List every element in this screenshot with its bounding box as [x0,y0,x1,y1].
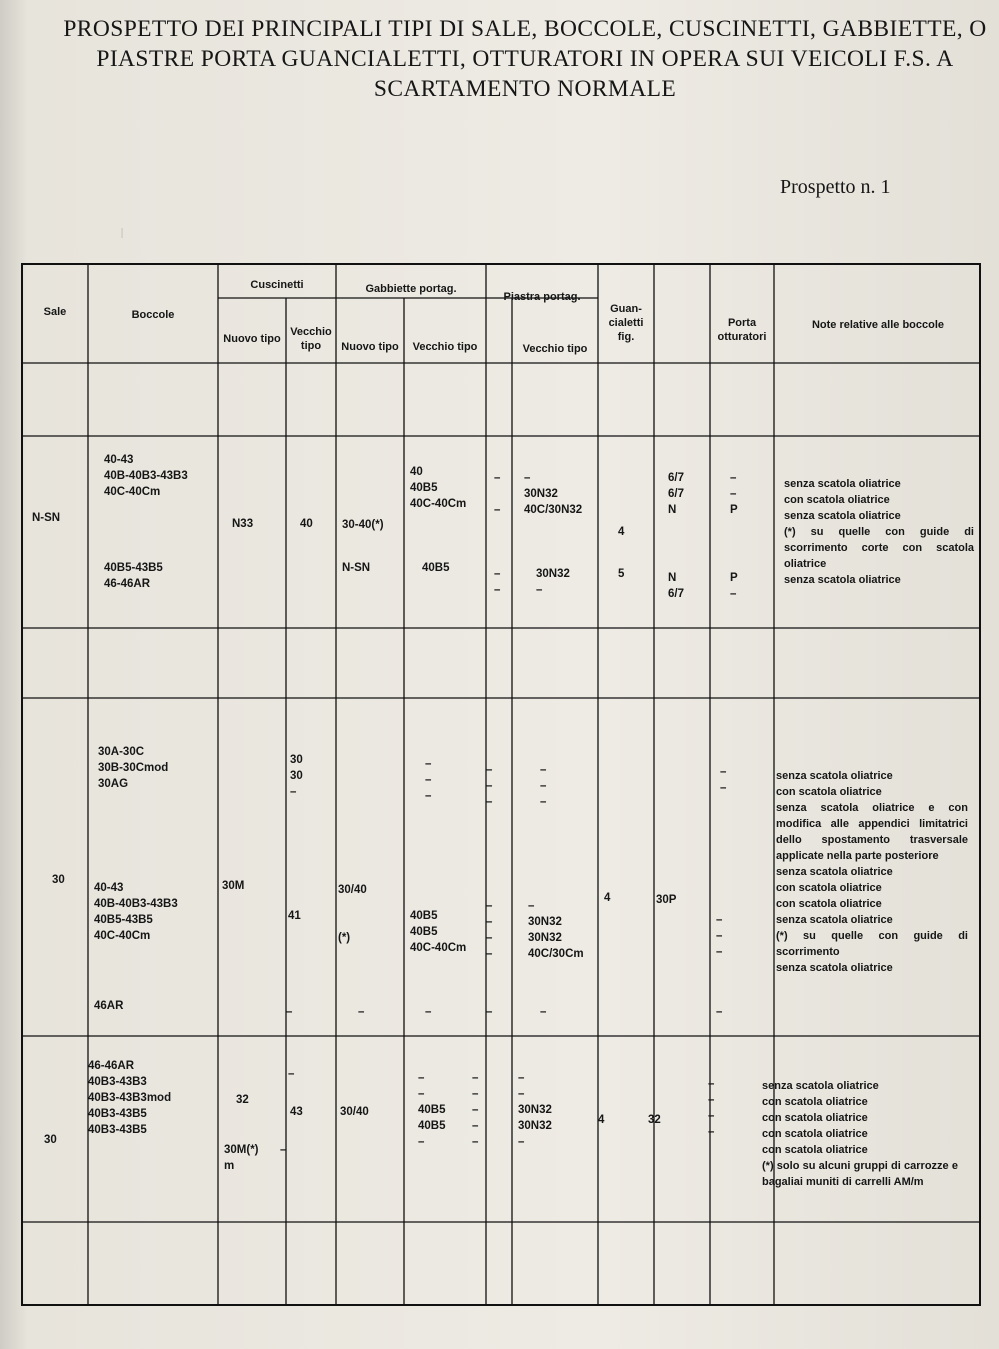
sec2-boccole-b: 40-43 40B-40B3-43B3 40B5-43B5 40C-40Cm [94,882,178,942]
sec3-gab-nuovo: 30/40 [340,1106,369,1118]
header-guancialetti: Guan-cialetti fig. [608,303,644,343]
sec1-porta-a: – – P [730,472,738,516]
sec2-gab-vecchio-c: – [425,1006,432,1018]
sec3-note: senza scatola oliatrice con scatola oliatrice con scatola oliatrice con scatola oliatrice con scatola oliatrice (*) solo su alcuni gruppi di carrozze e bagaliai muniti di carrelli AM/m [762,1080,958,1188]
header-note: Note relative alle boccole [811,319,945,331]
header-gabbiette: Gabbiette portag. [365,283,457,295]
sec1-gab-nuovo-a: 30-40(*) [342,519,384,531]
sec3-cusc-vecchio-c: – [280,1144,287,1156]
header-porta-otturatori: Porta otturatori [717,317,767,343]
sec1-dash-b: – – [494,568,501,596]
page-title: PROSPETTO DEI PRINCIPALI TIPI DI SALE, BOCCOLE, CUSCINETTI, GABBIETTE, O PIASTRE PORTA GUANCIALETTI, OTTURATORI IN OPERA SUI VEICOLI F.S. A SCARTAMENTO NORMALE [63,16,987,102]
sec2-fig-b: 30P [656,894,677,906]
sec2-gab-vecchio-a: – – – [425,758,432,802]
header-gab-vecchio: Vecchio tipo [412,341,478,353]
sec3-sale: 30 [44,1134,57,1146]
sec1-note: senza scatola oliatrice con scatola oliatrice senza scatola oliatrice (*) su quelle con guide di scorrimento corte con scatola oliatrice senza scatola oliatrice [784,478,974,586]
sec3-boccole: 46-46AR 40B3-43B3 40B3-43B3mod 40B3-43B5 40B3-43B5 [88,1060,172,1136]
sec3-cusc-nuovo-a: 32 [236,1094,249,1106]
sec1-dash-a: – – [494,472,501,516]
sec2-piastra-c: – [540,1006,547,1018]
sec2-dash-c: – [486,1006,493,1018]
sec1-gab-vecchio-b: 40B5 [422,562,450,574]
sec1-fig-b: N 6/7 [668,572,684,600]
header-pia-vecchio: Vecchio tipo [522,343,588,355]
header-sale: Sale [43,306,67,318]
sec2-cusc-vecchio-c: – [286,1006,293,1018]
sec3-porta: – – – – [708,1078,715,1138]
header-boccole: Boccole [131,309,175,321]
sec3-gab-vecchio: – – 40B5 40B5 – [418,1072,446,1148]
sec1-gab-vecchio-a: 40 40B5 40C-40Cm [410,466,467,510]
sec2-cusc-nuovo: 30M [222,880,245,892]
sec2-porta-a: – – [720,766,727,794]
sec2-gab-nuovo-c: – [358,1006,365,1018]
sec3-dash: – – – – – [472,1072,479,1148]
sec3-piastra: – – 30N32 30N32 – [518,1072,552,1148]
sec2-piastra-b: – 30N32 30N32 40C/30Cm [528,900,584,960]
header-cusc-vecchio: Vecchio tipo [290,326,332,352]
header-gab-nuovo: Nuovo tipo [341,341,399,353]
sec1-boccole-a: 40-43 40B-40B3-43B3 40C-40Cm [104,454,188,498]
header-cuscinetti: Cuscinetti [250,279,304,291]
sec2-porta-b: – – – [716,914,723,958]
sec1-gab-nuovo-b: N-SN [342,562,371,574]
header-piastra: Piastra portag. [503,291,581,303]
sec3-fig: 32 [648,1114,661,1126]
sec1-piastra-b: 30N32 – [536,568,570,596]
sec2-boccole-a: 30A-30C 30B-30Cmod 30AG [98,746,169,790]
prospetto-number: Prospetto n. 1 [780,176,891,198]
sec2-porta-c: – [716,1006,723,1018]
scanned-page: I PROSPETTO DEI PRINCIPALI TIPI DI SALE, BOCCOLE, CUSCINETTI, GABBIETTE, O PIASTRE PORTA GUANCIALETTI, OTTURATORI IN OPERA SUI VEICOLI F.S. A SCARTAMENTO NORMALE Prospetto n. 1 Sale Boccole Cuscinetti Nuovo tipo Vecchio tipo Gabbiette portag. Nuovo tipo Vecchio tipo Piastra portag. Vecchio tipo Guan-cialetti fig. Porta otturatori Note relative alle boccole N-SN 40-43 40B-40B3-43B3 40C-40Cm 40B5-43B5 46-46AR N33 40 30-40(*) N-SN 40 40B5 40C-40Cm 40B5 – – – – – 30N32 40C/30N32 30N32 – 4 5 6/7 6/7 N N 6/7 – – P P – senza scatola oliatrice con scatola oliatrice senza scatola oliatrice (*) su quelle con guide di scorrimento corte con scatola oliatrice senza scatola oliatrice 30 30A-30C 30B-30Cmod 30AG 40-43 40B-40B3-43B3 40B5-43B5 40C-40Cm 46AR 30M 30 30 – 41 – 30/40 (*) – – – – 40B5 40B5 40C-40Cm – – – – – – – – – – – – – 30N32 30N32 40C/30Cm – 4 – – 30P – – – – senza scatola oliatrice con scatola oliatrice senza scatola oliatrice e con modifica alle appendici limitatrici dello spostamento trasversale applicate nella parte posteriore senza scatola oliatrice con scatola oliatrice con scatola oliatrice senza scatola oliatrice (*) su quelle con guide di scorrimento senza scatola oliatrice 30 46-46AR 40B3-43B3 40B3-43B3mod 40B3-43B5 40B3-43B5 32 30M(*) m – 43 – 30/40 – – 40B5 40B5 – – – – – – – – 30N32 30N32 – 4 32 – – – – senza scatola oliatrice con scatola oliatrice con scatola oliatrice con scatola oliatrice con scatola oliatrice (*) solo su alcuni gruppi di carrozze e bagaliai muniti di carrelli AM/m [0,0,999,1349]
sec2-boccole-c: 46AR [94,1000,124,1012]
sec2-gab-vecchio-b: 40B5 40B5 40C-40Cm [410,910,467,954]
sec2-piastra-a: – – – [540,764,547,808]
sec1-cusc-vecchio: 40 [300,518,313,530]
sec2-guanc: 4 [604,892,611,904]
sec1-fig-a: 6/7 6/7 N [668,472,684,516]
sec3-cusc-nuovo-b: 30M(*) m [224,1144,259,1172]
sec1-porta-b: P – [730,572,738,600]
sec2-sale: 30 [52,874,65,886]
sec1-cusc-nuovo: N33 [232,518,254,530]
sec2-cusc-vecchio-a: 30 30 – [290,754,303,798]
sec1-sale: N-SN [32,512,61,524]
sec1-guanc-b: 5 [618,568,625,580]
sec1-piastra-a: – 30N32 40C/30N32 [524,472,583,516]
sec1-guanc-a: 4 [618,526,625,538]
sec2-dash-a: – – – [486,764,493,808]
sec1-boccole-b: 40B5-43B5 46-46AR [104,562,163,590]
sec2-cusc-vecchio-b: 41 [288,910,301,922]
sec2-note: senza scatola oliatrice con scatola oliatrice senza scatola oliatrice e con modifica alle appendici limitatrici dello spostamento trasversale applicate nella parte posteriore senza scatola oliatrice con scatola oliatrice con scatola oliatrice senza scatola oliatrice (*) su quelle con guide di scorrimento senza scatola oliatrice [776,770,968,974]
sec3-cusc-vecchio-a: – [288,1068,295,1080]
sec3-guanc: 4 [598,1114,605,1126]
header-cusc-nuovo: Nuovo tipo [223,333,281,345]
sec2-dash-b: – – – – [486,900,493,960]
sec2-gab-nuovo-b: 30/40 (*) [338,884,367,944]
sec3-cusc-vecchio-b: 43 [290,1106,303,1118]
